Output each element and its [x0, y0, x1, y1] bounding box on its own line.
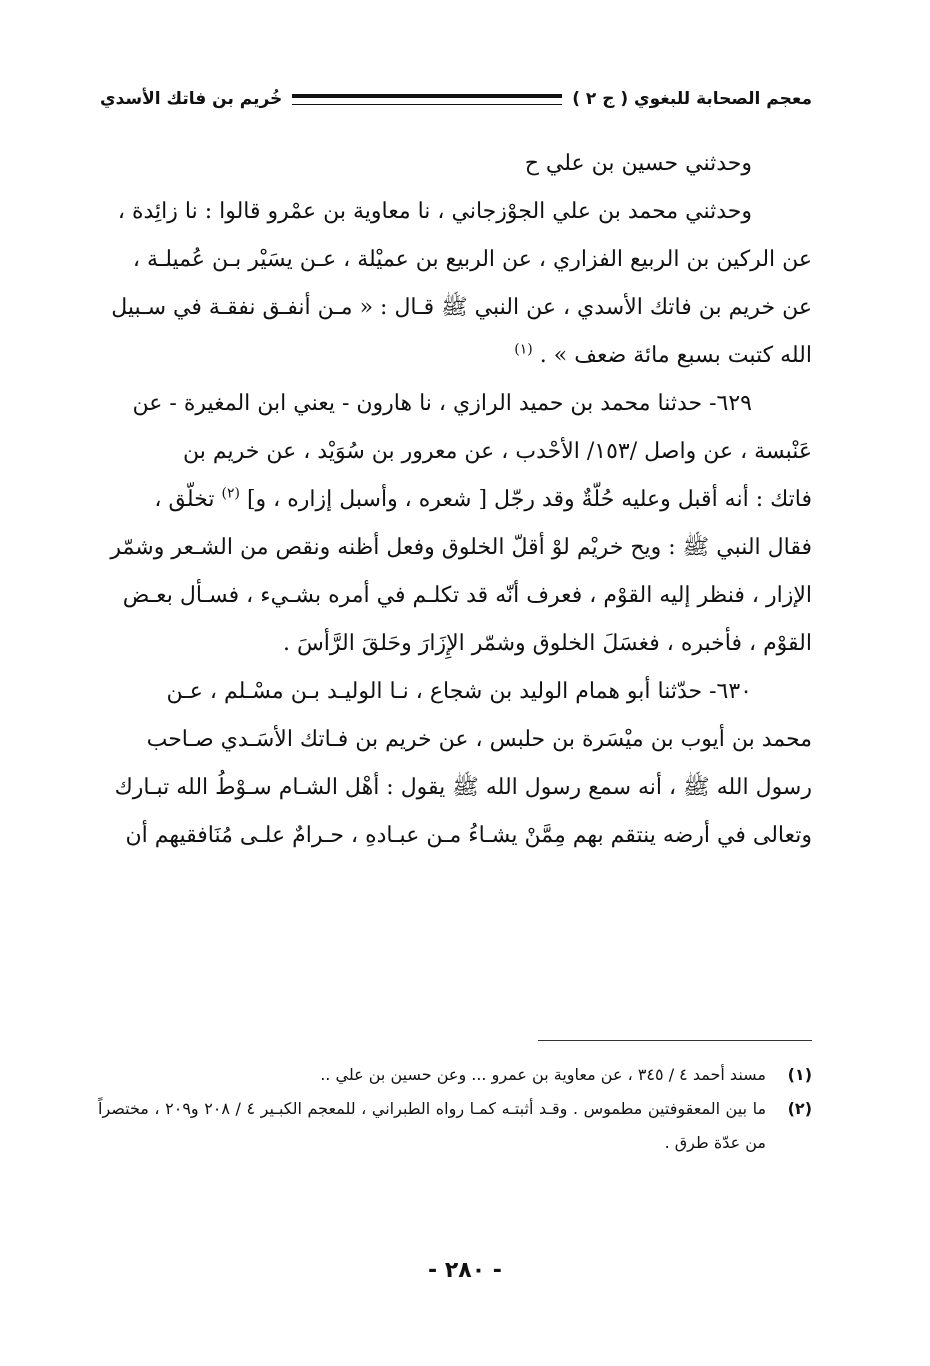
hadith-629-line — [98, 620, 812, 668]
main-text — [98, 140, 812, 860]
text-line — [98, 332, 812, 380]
hadith-630-line — [98, 716, 812, 764]
footnote-number: (٢) — [787, 1099, 812, 1118]
text-line-content: وتعالى في أرضه ينتقم بهم مِمَّنْ يشـاءُ مـن عبـادهِ ، حـرامٌ علـى مُنَافقيهم أن — [125, 823, 812, 848]
footnote-number: (١) — [787, 1065, 812, 1084]
footnote-divider — [538, 1040, 812, 1041]
text-line-content: عن الركين بن الربيع الفزاري ، عن الربيع بن عميْلة ، عـن يسَيْر بـن عُميلـة ، — [132, 247, 812, 272]
header-book-title: معجم الصحابة للبغوي ( ج ٢ ) — [572, 89, 812, 109]
text-line-content: فاتك : أنه أقبل وعليه حُلّةٌ وقد رجّل [ شعره ، وأسبل إزاره ، و] — [246, 487, 812, 512]
text-line-content: ٦٢٩- حدثنا محمد بن حميد الرازي ، نا هارون - يعني ابن المغيرة - عن — [132, 391, 752, 416]
footnote-marker: (٢) — [221, 485, 240, 502]
text-line-content: القوْم ، فأخبره ، فغسَلَ الخلوق وشمّر الإِزَارَ وحَلقَ الرَّأسَ . — [282, 631, 812, 656]
hadith-629-line — [98, 380, 812, 428]
hadith-630-line — [98, 668, 812, 716]
text-line-content: عن خريم بن فاتك الأسدي ، عن النبي ﷺ قـال : « مـن أنفـق نفقـة في سـبيل — [111, 295, 812, 320]
text-line-content: وحدثني حسين بن علي ح — [524, 151, 752, 176]
hadith-630-line — [98, 812, 812, 860]
footnotes — [98, 1058, 812, 1160]
footnote-text: ما بين المعقوفتين مطموس . وقـد أثبتـه كمـا رواه الطبراني ، للمعجم الكبـير ٤ / ٢٠٨ و٢٠٩ ، مختصراً من عدّة طرق . — [98, 1099, 767, 1152]
hadith-630-line — [98, 764, 812, 812]
text-line — [98, 236, 812, 284]
text-line-content: محمد بن أيوب بن ميْسَرة بن حلبس ، عن خريم بن فـاتك الأسَـدي صـاحب — [146, 727, 812, 752]
hadith-629-line — [98, 524, 812, 572]
footnote-text: مسند أحمد ٤ / ٣٤٥ ، عن معاوية بن عمرو ... وعن حسين بن علي .. — [320, 1065, 766, 1084]
text-line-content: الإزار ، فنظر إليه القوْم ، فعرف أنّه قد تكلـم في أمره بشـيء ، فسـأل بعـض — [122, 583, 812, 608]
footnote-1 — [98, 1058, 812, 1092]
footnote-2 — [98, 1092, 812, 1160]
text-line-content: عَنْبسة ، عن واصل /١٥٣/ الأحْدب ، عن معرور بن سُوَيْد ، عن خريم بن — [182, 439, 812, 464]
text-line — [98, 284, 812, 332]
page-number: - ٢٨٠ - — [428, 1258, 502, 1283]
text-line-content: فقال النبي ﷺ : ويح خريْم لوْ أقلّ الخلوق وفعل أظنه ونقص من الشـعر وشمّر — [110, 535, 812, 560]
header-chapter-title: خُريم بن فاتك الأسدي — [100, 89, 283, 109]
footnote-marker: (١) — [514, 341, 533, 358]
text-line-content: تخلّق ، — [154, 487, 215, 512]
hadith-629-line — [98, 428, 812, 476]
text-line-content: الله كتبت بسبع مائة ضعف » . — [539, 343, 812, 368]
hadith-629-line — [98, 572, 812, 620]
text-line-content: رسول الله ﷺ ، أنه سمع رسول الله ﷺ يقول : أهْل الشـام سـوْطُ الله تبـارك — [114, 775, 812, 800]
text-line — [98, 140, 812, 188]
text-line-content: وحدثني محمد بن علي الجوْزجاني ، نا معاوية بن عمْرو قالوا : نا زائِدة ، — [117, 199, 752, 224]
text-line — [98, 188, 812, 236]
text-line-content: ٦٣٠- حدّثنا أبو همام الوليد بن شجاع ، نـا الوليـد بـن مسْـلم ، عـن — [166, 679, 752, 704]
running-header — [100, 82, 812, 116]
hadith-629-line — [98, 476, 812, 524]
header-rule — [292, 94, 562, 105]
